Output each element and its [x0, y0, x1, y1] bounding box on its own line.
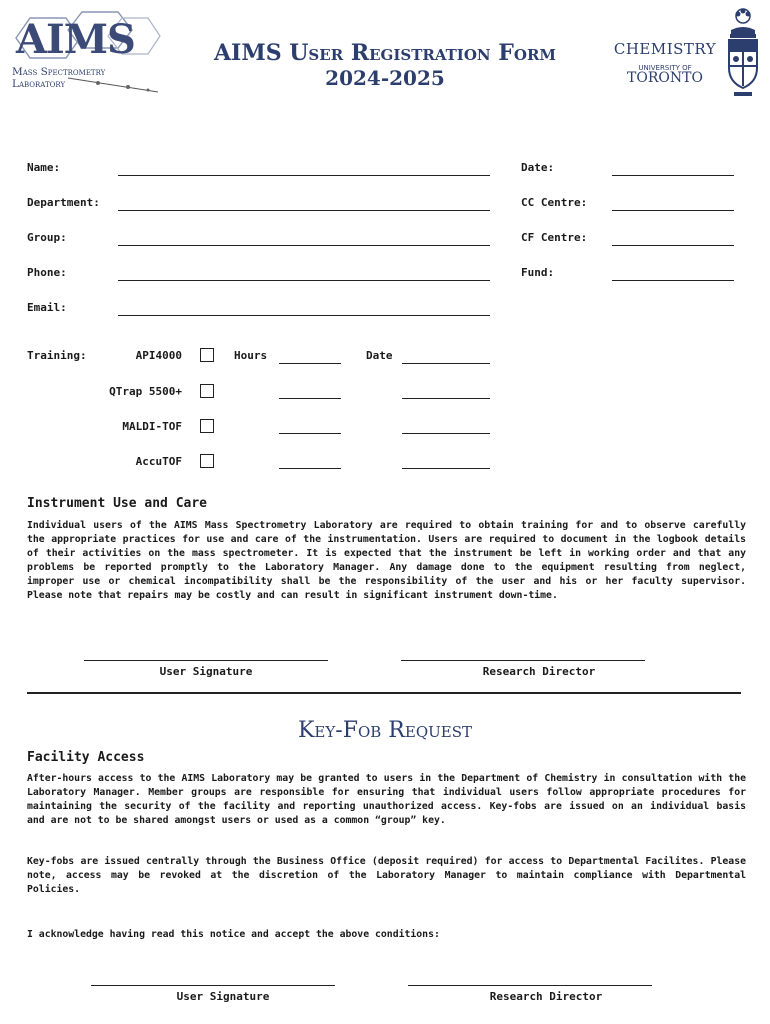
dept-name: CHEMISTRY — [613, 40, 717, 58]
checkbox-accutof[interactable] — [200, 454, 214, 468]
facility-access-heading: Facility Access — [27, 750, 145, 765]
section-divider — [27, 692, 741, 694]
instrument-label-api4000: API4000 — [135, 349, 182, 362]
cc-centre-label: CC Centre: — [521, 196, 588, 209]
date-label-training: Date — [366, 349, 393, 362]
director-signature-line-1[interactable] — [401, 660, 645, 661]
instrument-label-accutof: AccuTOF — [135, 455, 182, 468]
university-name: TORONTO — [627, 70, 703, 86]
instrument-label-maldi: MALDI-TOF — [122, 420, 182, 433]
date-field-qtrap[interactable] — [402, 398, 490, 399]
dept-branding — [606, 40, 724, 86]
user-signature-line-2[interactable] — [91, 985, 335, 986]
name-label: Name: — [27, 161, 61, 174]
name-field[interactable] — [118, 175, 490, 176]
logo-subtitle-2: Laboratory — [12, 78, 66, 90]
facility-access-para-2: Key-fobs are issued centrally through the Business Office (deposit required) for access to Departmental Facilites. Please note, access may be revoked at the discretion of the Laboratory Manager to maintain compliance with Departmental Policies. — [27, 856, 746, 895]
fund-field[interactable] — [612, 280, 734, 281]
instrument-section-body: Individual users of the AIMS Mass Spectrometry Laboratory are required to obtain training for and to observe carefully the appropriate practices for use and care of the instrumentation. Users are required to document in the logbook details of their activities on the mass spectrometer. It is expected that the instrument be left in working order and that any problems be reported promptly to the Laboratory Manager. Any damage done to the equipment resulting from neglect, improper use or chemical incompatibility shall be the responsibility of the user and his or her faculty supervisor. Please note that repairs may be costly and can result in significant instrument down-time. — [27, 520, 746, 601]
cf-centre-field[interactable] — [612, 245, 734, 246]
date-label: Date: — [521, 161, 555, 174]
acknowledge-text: I acknowledge having read this notice and accept the above conditions: — [27, 929, 440, 940]
director-signature-line-2[interactable] — [408, 985, 652, 986]
university-crest-icon — [724, 6, 762, 98]
user-signature-label-1: User Signature — [159, 665, 253, 678]
facility-access-para-1: After-hours access to the AIMS Laboratory may be granted to users in the Department of Chemistry in consultation with the Laboratory Manager. Member groups are responsible for ensuring that individual users follow appropriate procedures for maintaining the security of the facility and reporting unauthorized access. Key-fobs are issued on an individual basis and are not to be shared amongst users or used as a common “group” key. — [27, 773, 746, 826]
form-title — [190, 40, 580, 90]
form-title-line-2: 2024-2025 — [325, 66, 445, 90]
keyfob-title: Key-Fob Request — [298, 718, 472, 743]
checkbox-qtrap[interactable] — [200, 384, 214, 398]
email-label: Email: — [27, 301, 67, 314]
director-signature-label-2: Research Director — [489, 990, 603, 1003]
hours-field-api4000[interactable] — [279, 363, 341, 364]
instrument-section-heading: Instrument Use and Care — [27, 496, 208, 511]
checkbox-maldi[interactable] — [200, 419, 214, 433]
fund-label: Fund: — [521, 266, 555, 279]
user-signature-line-1[interactable] — [84, 660, 328, 661]
date-field[interactable] — [612, 175, 734, 176]
department-field[interactable] — [118, 210, 490, 211]
form-title-line-1: AIMS User Registration Form — [213, 40, 557, 66]
date-field-maldi[interactable] — [402, 433, 490, 434]
director-signature-label-1: Research Director — [482, 665, 596, 678]
instrument-label-qtrap: QTrap 5500+ — [109, 385, 182, 398]
hours-field-accutof[interactable] — [279, 468, 341, 469]
email-field[interactable] — [118, 315, 490, 316]
phone-field[interactable] — [118, 280, 490, 281]
hours-field-maldi[interactable] — [279, 433, 341, 434]
training-label: Training: — [27, 349, 87, 362]
checkbox-api4000[interactable] — [200, 348, 214, 362]
phone-label: Phone: — [27, 266, 67, 279]
logo-subtitle-1: Mass Spectrometry — [12, 66, 106, 78]
hours-field-qtrap[interactable] — [279, 398, 341, 399]
user-signature-label-2: User Signature — [176, 990, 270, 1003]
aims-logo — [8, 8, 168, 98]
date-field-api4000[interactable] — [402, 363, 490, 364]
date-field-accutof[interactable] — [402, 468, 490, 469]
university-of: UNIVERSITY OF — [638, 64, 692, 72]
cc-centre-field[interactable] — [612, 210, 734, 211]
department-label: Department: — [27, 196, 100, 209]
cf-centre-label: CF Centre: — [521, 231, 588, 244]
logo-text: AIMS — [16, 16, 135, 63]
group-label: Group: — [27, 231, 67, 244]
hours-label: Hours — [234, 349, 268, 362]
group-field[interactable] — [118, 245, 490, 246]
